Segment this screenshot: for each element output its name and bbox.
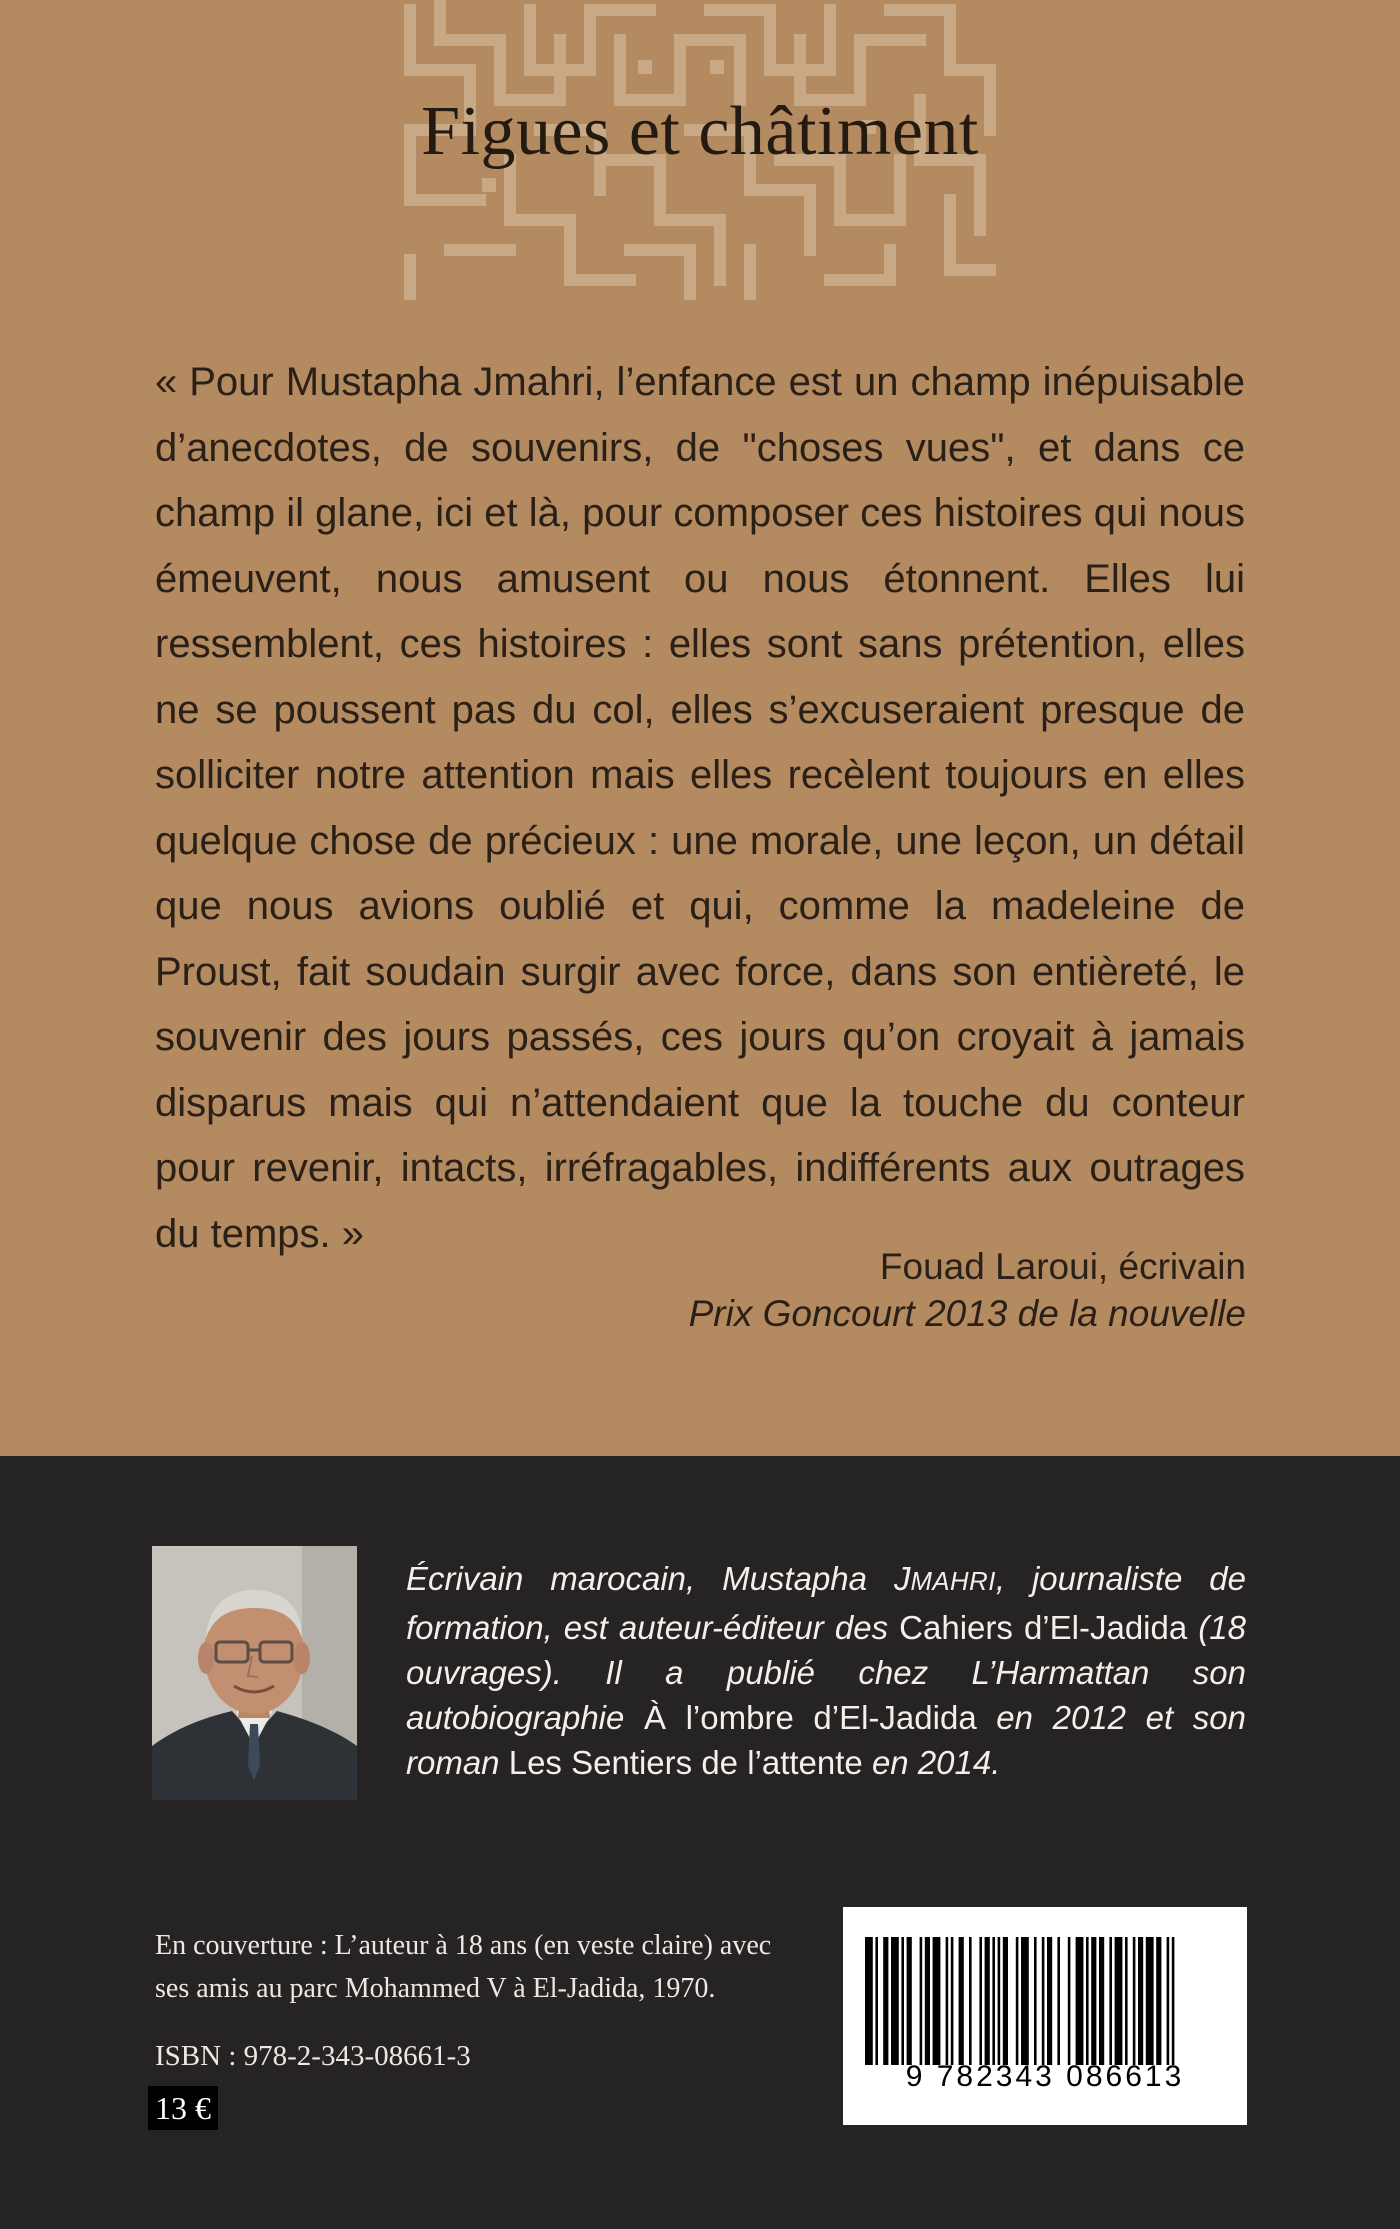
barcode-bar — [1021, 1937, 1029, 2065]
bio-title-sentiers: Les Sentiers de l’attente — [508, 1744, 863, 1781]
barcode-bar — [925, 1937, 930, 2065]
barcode-bar — [1125, 1937, 1128, 2065]
isbn-barcode — [843, 1907, 1247, 2125]
barcode-bar — [1042, 1937, 1045, 2065]
barcode-bar — [933, 1937, 941, 2065]
barcode-bar — [1034, 1937, 1037, 2065]
barcode-bar — [1057, 1937, 1060, 2065]
barcode-bar — [946, 1937, 949, 2065]
barcode-bar — [1167, 1937, 1170, 2065]
isbn-label: ISBN : 978-2-343-08661-3 — [155, 2040, 471, 2072]
bio-text-1: Écrivain marocain, Mustapha — [406, 1560, 894, 1597]
barcode-bar — [1156, 1937, 1161, 2065]
barcode-bar — [1016, 1937, 1019, 2065]
barcode-bar — [1086, 1937, 1089, 2065]
barcode-bar — [1068, 1937, 1071, 2065]
barcode-digits: 9 782343 086613 — [905, 2060, 1185, 2093]
barcode-bar — [959, 1937, 964, 2065]
barcode-bar — [907, 1937, 912, 2065]
barcode-bar — [1047, 1937, 1052, 2065]
barcode-bar — [1109, 1937, 1112, 2065]
author-photo — [152, 1546, 357, 1800]
bio-text-2: , journaliste de formation, est auteur-éditeur des — [406, 1560, 1246, 1646]
barcode-bar — [865, 1937, 873, 2065]
barcode-bar — [1138, 1937, 1143, 2065]
bio-name-rest: MAHRI — [910, 1568, 996, 1596]
barcode-bar — [1003, 1937, 1008, 2065]
barcode-bar — [951, 1937, 954, 2065]
barcode-bar — [1146, 1937, 1154, 2065]
attribution-prize: Prix Goncourt 2013 de la nouvelle — [688, 1293, 1246, 1334]
review-quote: « Pour Mustapha Jmahri, l’enfance est un champ inépuisable d’anecdotes, de souvenirs, de "choses vues", et dans ce champ il glane, ici et là, pour composer ces histoires qui nous émeuvent, nous amusent ou nous étonnent. Elles lui ressemblent, ces histoires : elles sont sans prétention, elles ne se poussent pas du col, elles s’excuseraient presque de solliciter notre attention mais elles recèlent toujours en elles quelque chose de précieux : une morale, une leçon, un détail que nous avions oublié et qui, comme la madeleine de Proust, fait soudain surgir avec force, dans son entièreté, le souvenir des jours passés, ces jours qu’on croyait à jamais disparus mais qui n’attendaient que la touche du conteur pour revenir, intacts, irréfragables, indifférents aux outrages du temps. » — [155, 360, 1245, 1256]
barcode-bar — [1091, 1937, 1096, 2065]
bio-text-4: en 2012 et son roman — [406, 1699, 1246, 1781]
book-title: Figues et châtiment — [421, 93, 979, 170]
barcode-bar — [901, 1937, 904, 2065]
barcode-bar — [985, 1937, 990, 2065]
bio-text-3: (18 ouvrages). Il a publié chez L’Harmattan son autobiographie — [406, 1609, 1246, 1736]
attribution-author: Fouad Laroui, écrivain — [879, 1246, 1246, 1287]
barcode-bar — [1115, 1937, 1123, 2065]
barcode-bar — [1099, 1937, 1104, 2065]
barcode-bar — [1076, 1937, 1084, 2065]
barcode-bar — [875, 1937, 878, 2065]
barcode-bar — [883, 1937, 888, 2065]
bio-title-ombre: À l’ombre d’El-Jadida — [643, 1699, 977, 1736]
bio-title-cahiers: Cahiers d’El-Jadida — [899, 1609, 1188, 1646]
price-tag: 13 € — [148, 2086, 218, 2130]
barcode-bar — [979, 1937, 982, 2065]
barcode-bar — [969, 1937, 972, 2065]
barcode-bar — [1133, 1937, 1136, 2065]
barcode-bar — [1172, 1937, 1175, 2065]
quote-attribution — [689, 1243, 1246, 1337]
barcode-bar — [998, 1937, 1001, 2065]
bio-name-initial: J — [893, 1560, 911, 1597]
barcode-bar — [920, 1937, 923, 2065]
barcode-bar — [891, 1937, 899, 2065]
cover-photo-caption: En couverture : L’auteur à 18 ans (en veste claire) avec ses amis au parc Mohammed V à El-Jadida, 1970. — [155, 1930, 772, 2004]
author-biography — [406, 1556, 1246, 1785]
barcode-bar — [992, 1937, 995, 2065]
bio-text-5: en 2014. — [862, 1744, 1001, 1781]
